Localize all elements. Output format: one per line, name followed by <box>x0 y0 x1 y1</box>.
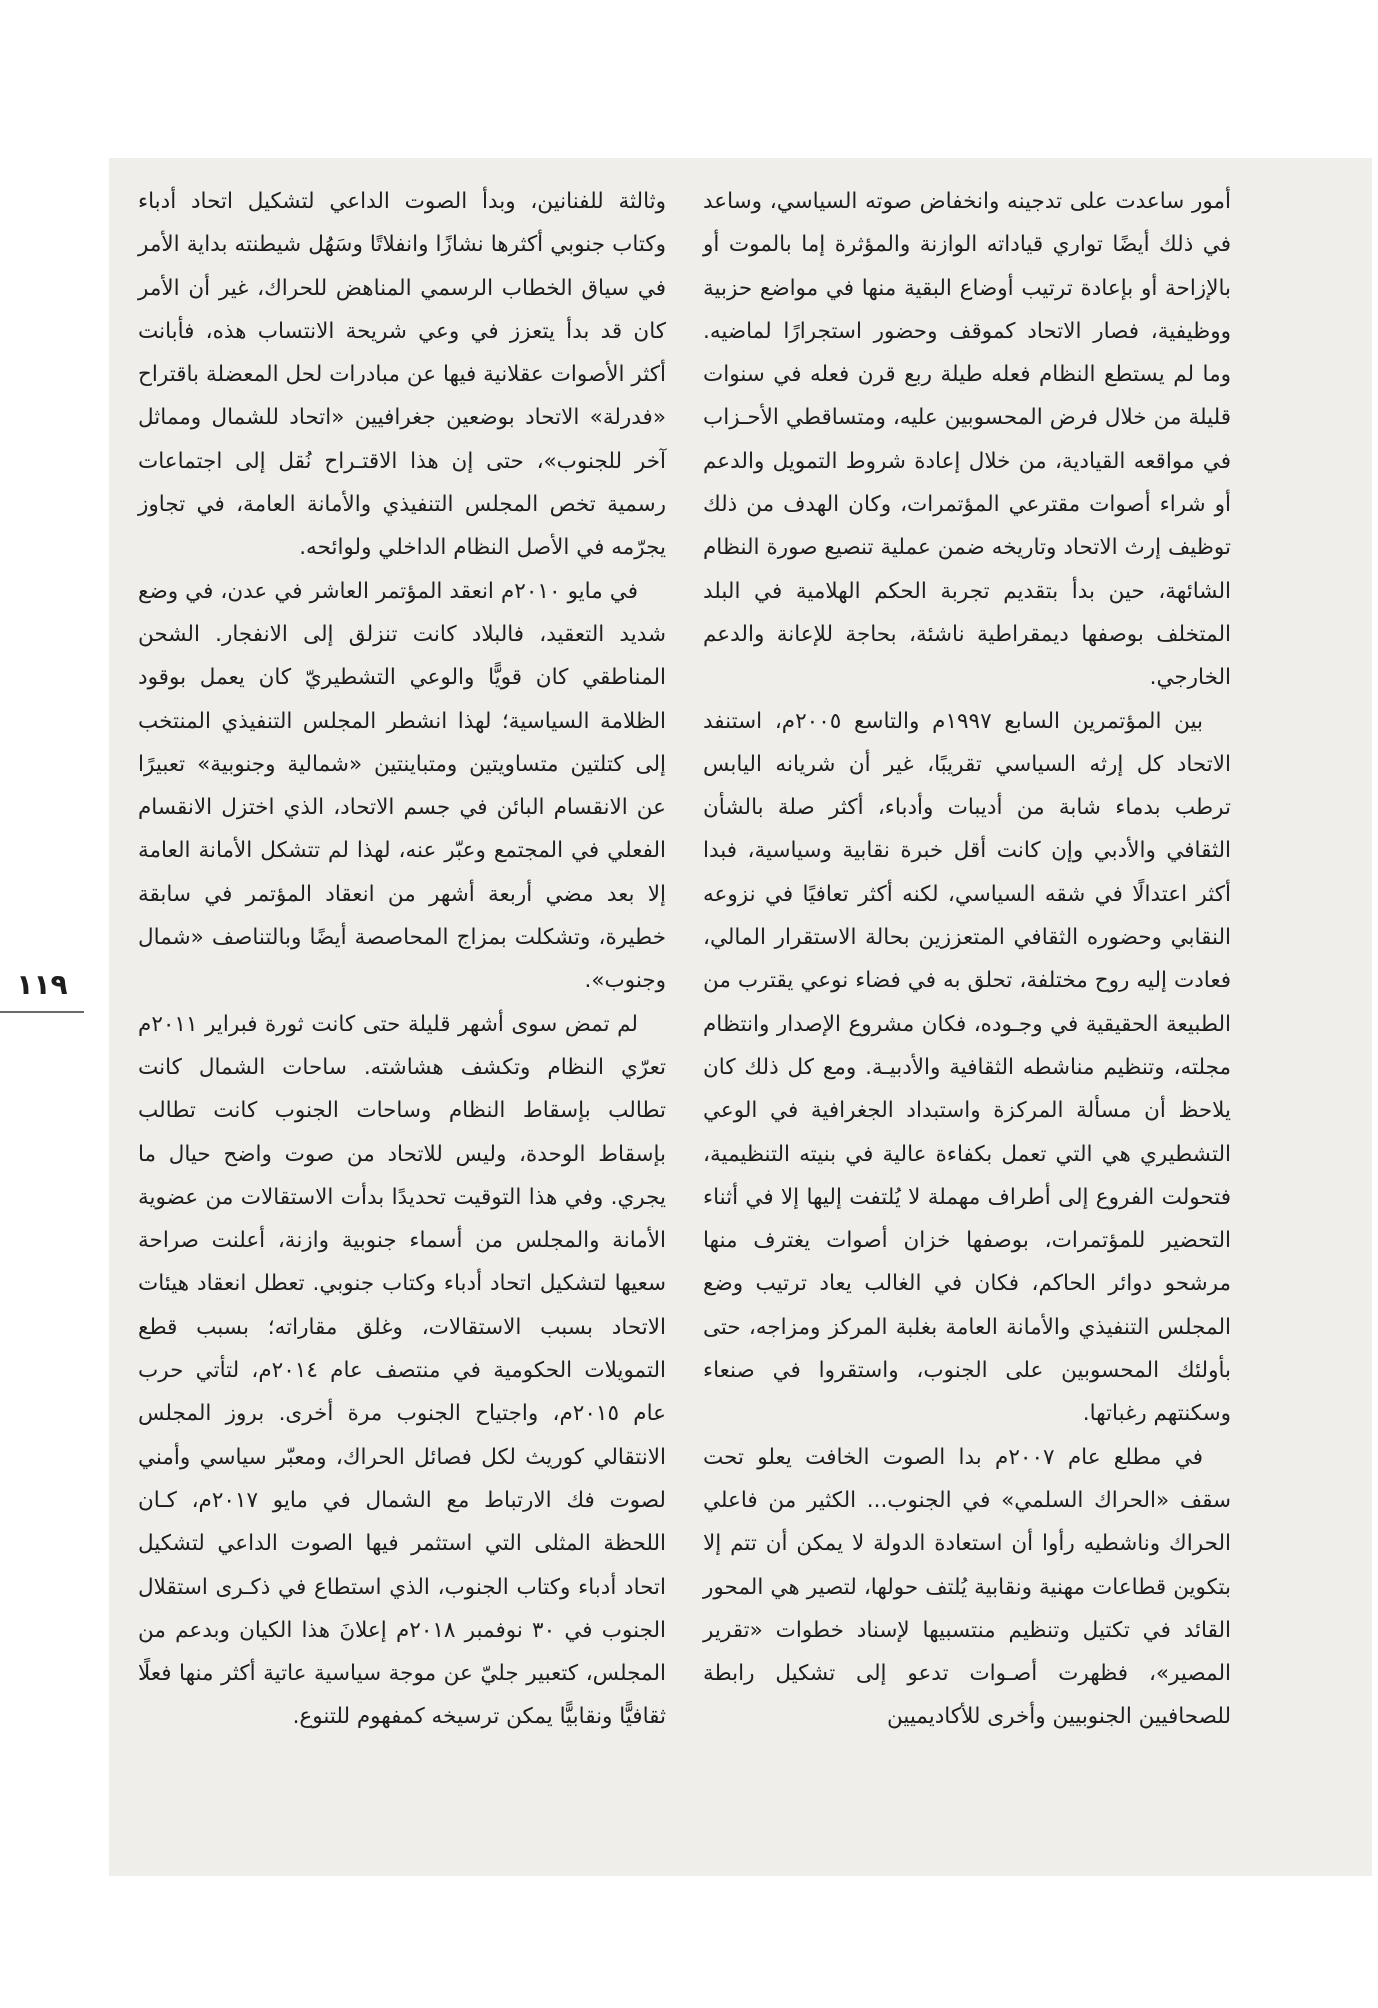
text-column-left <box>138 180 666 1739</box>
page-number: ١١٩ <box>16 968 68 1001</box>
text-column-right <box>703 180 1231 1739</box>
page-number-rule <box>0 1011 84 1013</box>
paragraph: في مطلع عام ٢٠٠٧م بدا الصوت الخافت يعلو تحت سقف «الحراك السلمي» في الجنوب... الكثير من فاعلي الحراك وناشطيه رأوا أن استعادة الدولة لا يمكن أن تتم إلا بتكوين قطاعات مهنية ونقابية يُلتف حولها، لتصير هي المحور القائد في تكتيل وتنظيم منتسبيها لإسناد خطوات «تقرير المصير»، فظهرت أصـوات تدعو إلى تشكيل رابطة للصحافيين الجنوبيين وأخرى للأكاديميين <box>703 1444 1231 1730</box>
paragraph: أمور ساعدت على تدجينه وانخفاض صوته السياسي، وساعد في ذلك أيضًا تواري قياداته الوازنة والمؤثرة إما بالموت أو بالإزاحة أو بإعادة ترتيب أوضاع البقية منها في مواضع حزبية ووظيفية، فصار الاتحاد كموقف وحضور استجرارًا لماضيه. وما لم يستطع النظام فعله طيلة ربع قرن فعله في سنوات قليلة من خلال فرض المحسوبين عليه، ومتساقطي الأحـزاب في مواقعه القيادية، من خلال إعادة شروط التمويل والدعم أو شراء أصوات مقترعي المؤتمرات، وكان الهدف من ذلك توظيف إرث الاتحاد وتاريخه ضمن عملية تنصيع صورة النظام الشائهة، حين بدأ بتقديم تجربة الحكم الهلامية في البلد المتخلف بوصفها ديمقراطية ناشئة، بحاجة للإعانة والدعم الخارجي. <box>703 189 1231 691</box>
paragraph: لم تمض سوى أشهر قليلة حتى كانت ثورة فبراير ٢٠١١م تعرّي النظام وتكشف هشاشته. ساحات الشمال كانت تطالب بإسقاط النظام وساحات الجنوب كانت تطالب بإسقاط الوحدة، وليس للاتحاد من صوت واضح حيال ما يجري. وفي هذا التوقيت تحديدًا بدأت الاستقالات من عضوية الأمانة والمجلس من أسماء جنوبية وازنة، أعلنت صراحة سعيها لتشكيل اتحاد أدباء وكتاب جنوبي. تعطل انعقاد هيئات الاتحاد بسبب الاستقالات، وغلق مقاراته؛ بسبب قطع التمويلات الحكومية في منتصف عام ٢٠١٤م، لتأتي حرب عام ٢٠١٥م، واجتياح الجنوب مرة أخرى. بروز المجلس الانتقالي كوريث لكل فصائل الحراك، ومعبّر سياسي وأمني لصوت فك الارتباط مع الشمال في مايو ٢٠١٧م، كـان اللحظة المثلى التي استثمر فيها الصوت الداعي لتشكيل اتحاد أدباء وكتاب الجنوب، الذي استطاع في ذكـرى استقلال الجنوب في ٣٠ نوفمبر ٢٠١٨م إعلانَ هذا الكيان وبدعم من المجلس، كتعبير جليّ عن موجة سياسية عاتية أكثر منها فعلًا ثقافيًّا ونقابيًّا يمكن ترسيخه كمفهوم للتنوع. <box>138 1011 666 1730</box>
paragraph: بين المؤتمرين السابع ١٩٩٧م والتاسع ٢٠٠٥م، استنفد الاتحاد كل إرثه السياسي تقريبًا، غير أن شريانه اليابس ترطب بدماء شابة من أديبات وأدباء، أكثر صلة بالشأن الثقافي والأدبي وإن كانت أقل خبرة نقابية وسياسية، فبدا أكثر اعتدالًا في شقه السياسي، لكنه أكثر تعافيًا في نزوعه النقابي وحضوره الثقافي المتعززين بحالة الاستقرار المالي، فعادت إليه روح مختلفة، تحلق به في فضاء نوعي يقترب من الطبيعة الحقيقية في وجـوده، فكان مشروع الإصدار وانتظام مجلته، وتنظيم مناشطه الثقافية والأدبيـة. ومع كل ذلك كان يلاحظ أن مسألة المركزة واستبداد الجغرافية في الوعي التشطيري هي التي تعمل بكفاءة عالية في بنيته التنظيمية، فتحولت الفروع إلى أطراف مهملة لا يُلتفت إليها إلا في أثناء التحضير للمؤتمرات، بوصفها خزان أصوات يغترف منها مرشحو دوائر الحاكم، فكان في الغالب يعاد ترتيب وضع المجلس التنفيذي والأمانة العامة بغلبة المركز ومزاجه، حتى بأولئك المحسوبين على الجنوب، واستقروا في صنعاء وسكنتهم رغباتها. <box>703 708 1231 1427</box>
paragraph: في مايو ٢٠١٠م انعقد المؤتمر العاشر في عدن، في وضع شديد التعقيد، فالبلاد كانت تنزلق إلى الانفجار. الشحن المناطقي كان قويًّا والوعي التشطيريّ كان يعمل بوقود الظلامة السياسية؛ لهذا انشطر المجلس التنفيذي المنتخب إلى كتلتين متساويتين ومتباينتين «شمالية وجنوبية» تعبيرًا عن الانقسام البائن في جسم الاتحاد، الذي اختزل الانقسام الفعلي في المجتمع وعبّر عنه، لهذا لم تتشكل الأمانة العامة إلا بعد مضي أربعة أشهر من انعقاد المؤتمر في سابقة خطيرة، وتشكلت بمزاج المحاصصة أيضًا وبالتناصف «شمال وجنوب». <box>138 578 666 994</box>
paragraph: وثالثة للفنانين، وبدأ الصوت الداعي لتشكيل اتحاد أدباء وكتاب جنوبي أكثرها نشازًا وانفلاتًا وسَهُل شيطنته بداية الأمر في سياق الخطاب الرسمي المناهض للحراك، غير أن الأمر كان قد بدأ يتعزز في وعي شريحة الانتساب هذه، فأبانت أكثر الأصوات عقلانية فيها عن مبادرات لحل المعضلة باقتراح «فدرلة» الاتحاد بوضعين جغرافيين «اتحاد للشمال ومماثل آخر للجنوب»، حتى إن هذا الاقتـراح نُقل إلى اجتماعات رسمية تخص المجلس التنفيذي والأمانة العامة، في تجاوز يجرّمه في الأصل النظام الداخلي ولوائحه. <box>138 189 666 561</box>
